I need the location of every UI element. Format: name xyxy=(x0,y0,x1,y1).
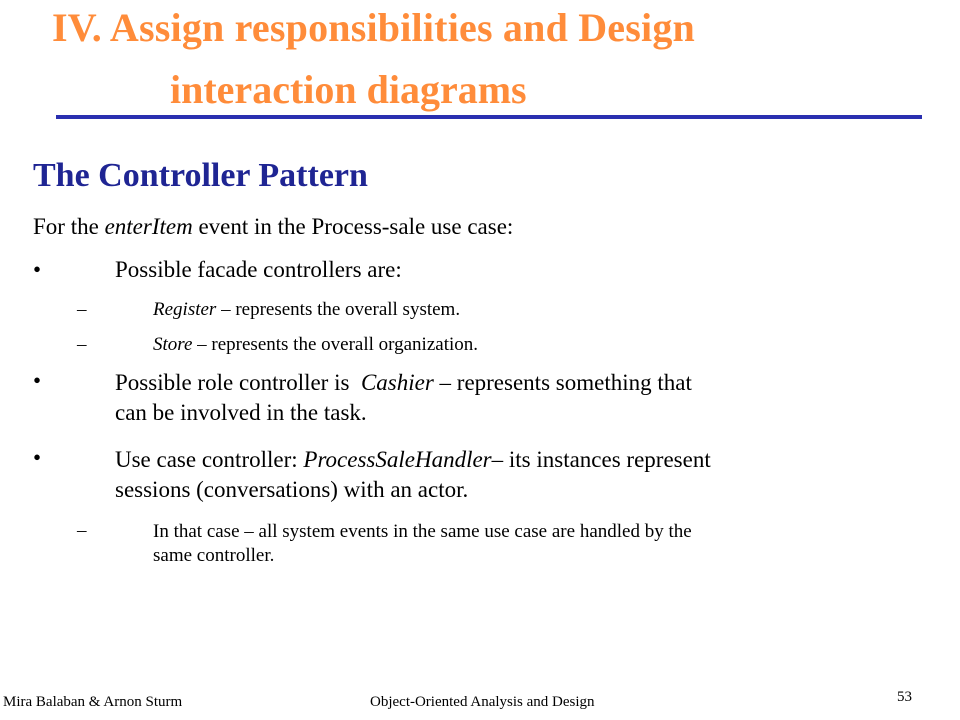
register-description: – represents the overall system. xyxy=(216,299,461,320)
bullet-3-marker: • xyxy=(33,445,42,470)
bullet-2-marker: • xyxy=(33,368,42,393)
bullet-3-sub-1-dash: – xyxy=(77,520,87,541)
store-description: – represents the overall organization. xyxy=(192,334,479,355)
bullet-3-text xyxy=(115,445,711,505)
slide-title-line-2: interaction diagrams xyxy=(170,67,527,112)
bullet-1-sub-2-text xyxy=(153,334,478,356)
bullet-2-line-2: can be involved in the task. xyxy=(115,400,367,425)
cashier-term: Cashier xyxy=(360,370,434,395)
bullet-1-marker: • xyxy=(33,257,42,282)
title-underline xyxy=(56,115,922,119)
process-sale-handler-term: ProcessSaleHandler xyxy=(303,447,492,472)
bullet-3-before: Use case controller: xyxy=(115,447,304,472)
bullet-3-line-1 xyxy=(115,445,711,475)
bullet-3-sub-1-line-2: same controller. xyxy=(153,545,275,566)
bullet-2-before: Possible role controller is xyxy=(115,370,361,395)
intro-text-after: event in the Process-sale use case: xyxy=(192,214,514,239)
bullet-3-sub-1-text xyxy=(153,520,692,568)
bullet-1-text: Possible facade controllers are: xyxy=(115,257,402,282)
footer-authors: Mira Balaban & Arnon Sturm xyxy=(3,694,183,710)
register-term: Register xyxy=(153,299,217,320)
bullet-1-sub-1-text xyxy=(153,299,460,321)
slide-title-line-1: IV. Assign responsibilities and Design xyxy=(52,5,695,50)
footer-course: Object-Oriented Analysis and Design xyxy=(370,694,595,710)
intro-text xyxy=(33,214,513,240)
bullet-1-sub-2-dash: – xyxy=(77,334,87,355)
page-number: 53 xyxy=(897,689,912,705)
bullet-3-sub-1-line-1: In that case – all system events in the same use case are handled by the xyxy=(153,521,692,542)
section-heading: The Controller Pattern xyxy=(33,157,368,194)
store-term: Store xyxy=(153,334,193,355)
bullet-2-after: – represents something that xyxy=(433,370,692,395)
bullet-2-line-1 xyxy=(115,368,692,398)
bullet-3-after: – its instances represent xyxy=(491,447,711,472)
bullet-1-sub-1-dash: – xyxy=(77,299,87,320)
intro-text-before: For the xyxy=(33,214,105,239)
intro-text-event: enterItem xyxy=(104,214,193,239)
bullet-2-text xyxy=(115,368,692,428)
bullet-3-line-2: sessions (conversations) with an actor. xyxy=(115,477,469,502)
